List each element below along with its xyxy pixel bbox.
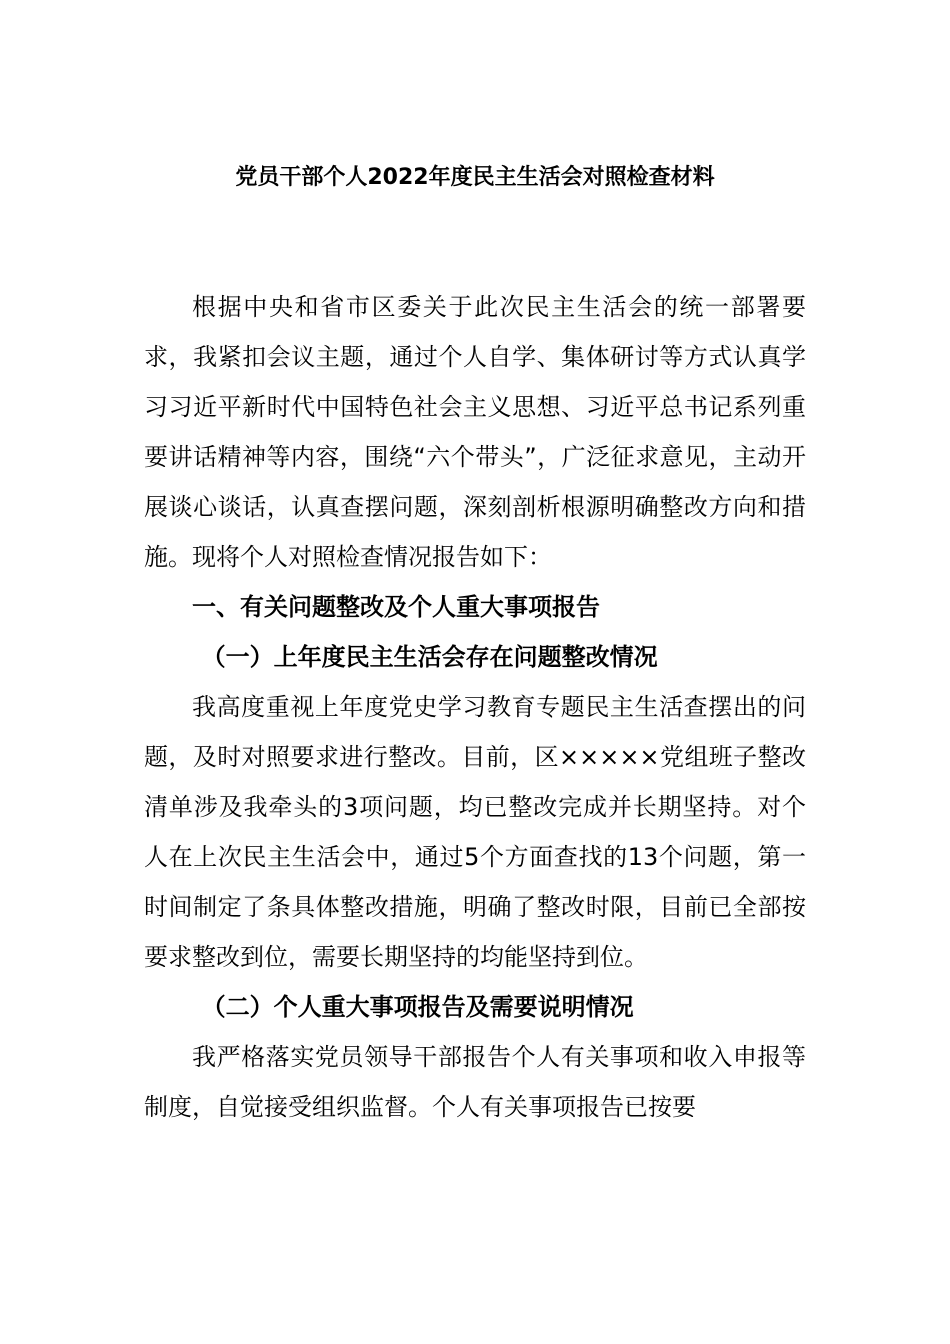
subsection-1-paragraph: 我高度重视上年度党史学习教育专题民主生活查摆出的问题，及时对照要求进行整改。目前，区×××××党组班子整改清单涉及我牵头的3项问题，均已整改完成并长期坚持。对个人在上次民主生活会中，通过5个方面查找的13个问题，第一时间制定了条具体整改措施，明确了整改时限，目前已全部按要求整改到位，需要长期坚持的均能坚持到位。 [144, 693, 806, 971]
subsection-heading-1: （一）上年度民主生活会存在问题整改情况 [201, 643, 658, 671]
document-title: 党员干部个人2022年度民主生活会对照检查材料 [235, 165, 715, 190]
subsection-2-paragraph: 我严格落实党员领导干部报告个人有关事项和收入申报等制度，自觉接受组织监督。个人有关事项报告已按要 [144, 1043, 806, 1121]
subsection-heading-2: （二）个人重大事项报告及需要说明情况 [201, 993, 634, 1021]
section-heading-1: 一、有关问题整改及个人重大事项报告 [192, 593, 600, 621]
intro-paragraph: 根据中央和省市区委关于此次民主生活会的统一部署要求，我紧扣会议主题，通过个人自学、集体研讨等方式认真学习习近平新时代中国特色社会主义思想、习近平总书记系列重要讲话精神等内容，围绕“六个带头”，广泛征求意见，主动开展谈心谈话，认真查摆问题，深刻剖析根源明确整改方向和措施。现将个人对照检查情况报告如下： [144, 293, 806, 571]
document-body [144, 282, 806, 1132]
